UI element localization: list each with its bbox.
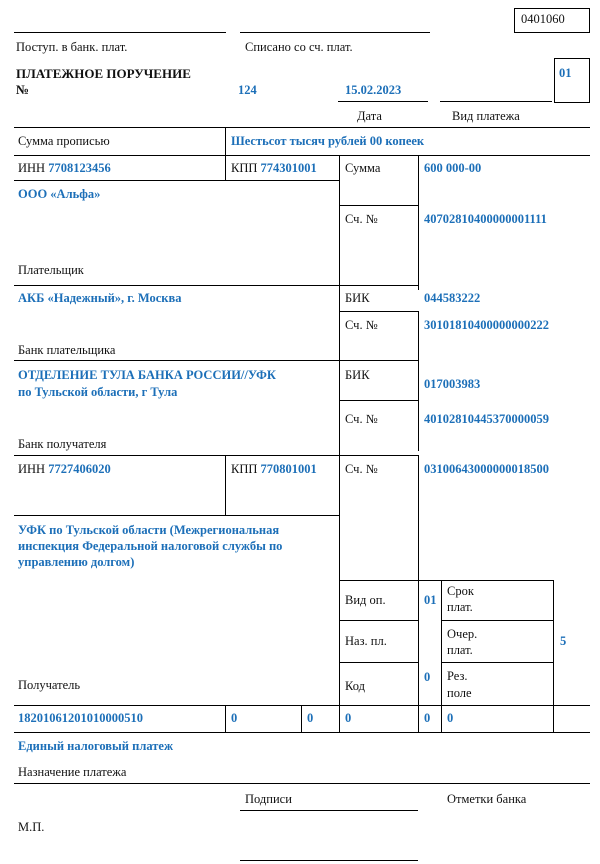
amount-words-label: Сумма прописью [18, 134, 110, 148]
code-value: 0 [424, 670, 431, 684]
payee-inn-label: ИНН [18, 462, 46, 476]
payment-type-label: Вид платежа [452, 109, 520, 123]
purpose-label: Назначение платежа [18, 765, 127, 779]
line-h180 [14, 180, 339, 181]
line-h311 [339, 311, 418, 312]
signature-line-2 [240, 860, 418, 861]
line-h580 [339, 580, 553, 581]
payee-kpp-label: КПП [231, 462, 258, 476]
doc-number-value: 0 [424, 711, 431, 725]
term-label-line1: Срок [447, 584, 474, 598]
document-number: 124 [238, 83, 257, 97]
date-line [338, 101, 428, 102]
line-v339-tax [339, 705, 340, 732]
payee-name: УФК по Тульской области (Межрегиональная инспекция Федеральной налоговой службы по управлению долгом) [18, 523, 283, 569]
line-h662-left [339, 662, 418, 663]
date-label: Дата [357, 109, 382, 123]
payer-bank-label: Банк плательщика [18, 343, 116, 357]
code-label: Код [345, 679, 365, 693]
line-v441-tax [441, 705, 442, 732]
line-v339-a [339, 155, 340, 285]
line-h705 [14, 705, 590, 706]
received-label: Поступ. в банк. плат. [16, 40, 128, 54]
line-v225-payee [225, 455, 226, 515]
payer-account: 40702810400000001111 [424, 212, 547, 226]
reserve-label-line2: поле [447, 686, 472, 700]
form-code: 0401060 [521, 12, 565, 26]
payee-inn-value: 7727406020 [48, 462, 111, 476]
line-h285 [14, 285, 418, 286]
line-v418-b [418, 311, 419, 451]
line-v418-d [418, 580, 419, 705]
signature-line-1 [240, 810, 418, 811]
payer-bank-account: 30101810400000000222 [424, 318, 549, 332]
kbk-value: 18201061201010000510 [18, 711, 143, 725]
line-h205 [339, 205, 418, 206]
stamp-label: М.П. [18, 820, 45, 834]
payee-bank-account: 40102810445370000059 [424, 412, 549, 426]
line-v301 [301, 705, 302, 732]
sum-label: Сумма [345, 161, 381, 175]
line-v553-tax [553, 705, 554, 732]
debited-label: Списано со сч. плат. [245, 40, 353, 54]
payee-bank-name-line2: по Тульской области, г Тула [18, 385, 178, 399]
sum-value: 600 000-00 [424, 161, 482, 175]
payee-kpp [231, 462, 317, 477]
line-v339-b [339, 285, 340, 360]
payer-kpp [231, 161, 317, 176]
line-v553 [553, 580, 554, 705]
bank-marks-label: Отметки банка [447, 792, 527, 806]
payer-bank-name: АКБ «Надежный», г. Москва [18, 291, 182, 305]
payee-kpp-value: 770801001 [260, 462, 317, 476]
order-label-line1: Очер. [447, 627, 478, 641]
payer-bank-bik-label: БИК [345, 291, 370, 305]
purpose-code-label: Наз. пл. [345, 634, 387, 648]
line-h620-left [339, 620, 418, 621]
payee-label: Получатель [18, 678, 81, 692]
line-h515 [14, 515, 339, 516]
payee-account: 03100643000000018500 [424, 462, 549, 476]
payer-bank-account-label: Сч. № [345, 318, 378, 332]
number-sign: № [16, 82, 30, 97]
line-h127 [14, 127, 590, 128]
oktmo-value: 0 [231, 711, 238, 725]
status-code: 01 [559, 66, 572, 80]
line-v418-tax [418, 705, 419, 732]
order-value: 5 [560, 634, 567, 648]
document-date: 15.02.2023 [345, 83, 402, 97]
payer-kpp-label: КПП [231, 161, 258, 175]
line-h455 [14, 455, 418, 456]
basis-value: 0 [307, 711, 314, 725]
received-line [14, 32, 226, 33]
document-title: ПЛАТЕЖНОЕ ПОРУЧЕНИЕ [16, 66, 191, 81]
payer-inn-value: 7708123456 [48, 161, 111, 175]
line-h155 [14, 155, 590, 156]
line-v225-top [225, 127, 226, 155]
line-v418-a [418, 155, 419, 290]
payer-account-label: Сч. № [345, 212, 378, 226]
paytype-line [440, 101, 552, 102]
line-v225-tax [225, 705, 226, 732]
line-v441 [441, 580, 442, 705]
line-h360 [14, 360, 418, 361]
op-type-label: Вид оп. [345, 593, 386, 607]
line-v225-payer [225, 155, 226, 180]
signatures-label: Подписи [245, 792, 292, 806]
payee-bank-name-line1: ОТДЕЛЕНИЕ ТУЛА БАНКА РОССИИ//УФК [18, 368, 276, 382]
payee-bank-label: Банк получателя [18, 437, 107, 451]
line-h620-right [441, 620, 553, 621]
line-v339-c [339, 360, 340, 455]
line-h783 [14, 783, 590, 784]
reserve-label-line1: Рез. [447, 669, 468, 683]
payee-inn [18, 462, 111, 477]
period-value: 0 [345, 711, 352, 725]
debited-line [240, 32, 430, 33]
payer-label: Плательщик [18, 263, 84, 277]
payee-bank-bik: 017003983 [424, 377, 481, 391]
line-v418-c [418, 455, 419, 580]
payee-bank-bik-label: БИК [345, 368, 370, 382]
order-label-line2: плат. [447, 643, 473, 657]
term-label-line2: плат. [447, 600, 473, 614]
purpose-value: Единый налоговый платеж [18, 739, 174, 753]
doc-date-value: 0 [447, 711, 454, 725]
payer-inn [18, 161, 111, 176]
op-type: 01 [424, 593, 437, 607]
amount-words-value: Шестьсот тысяч рублей 00 копеек [231, 134, 425, 148]
line-h732 [14, 732, 590, 733]
line-h662-right [441, 662, 553, 663]
payee-bank-account-label: Сч. № [345, 412, 378, 426]
payer-name: ООО «Альфа» [18, 187, 101, 201]
payer-kpp-value: 774301001 [260, 161, 317, 175]
payer-inn-label: ИНН [18, 161, 46, 175]
payer-bank-bik: 044583222 [424, 291, 481, 305]
line-h400 [339, 400, 418, 401]
payee-account-label: Сч. № [345, 462, 378, 476]
